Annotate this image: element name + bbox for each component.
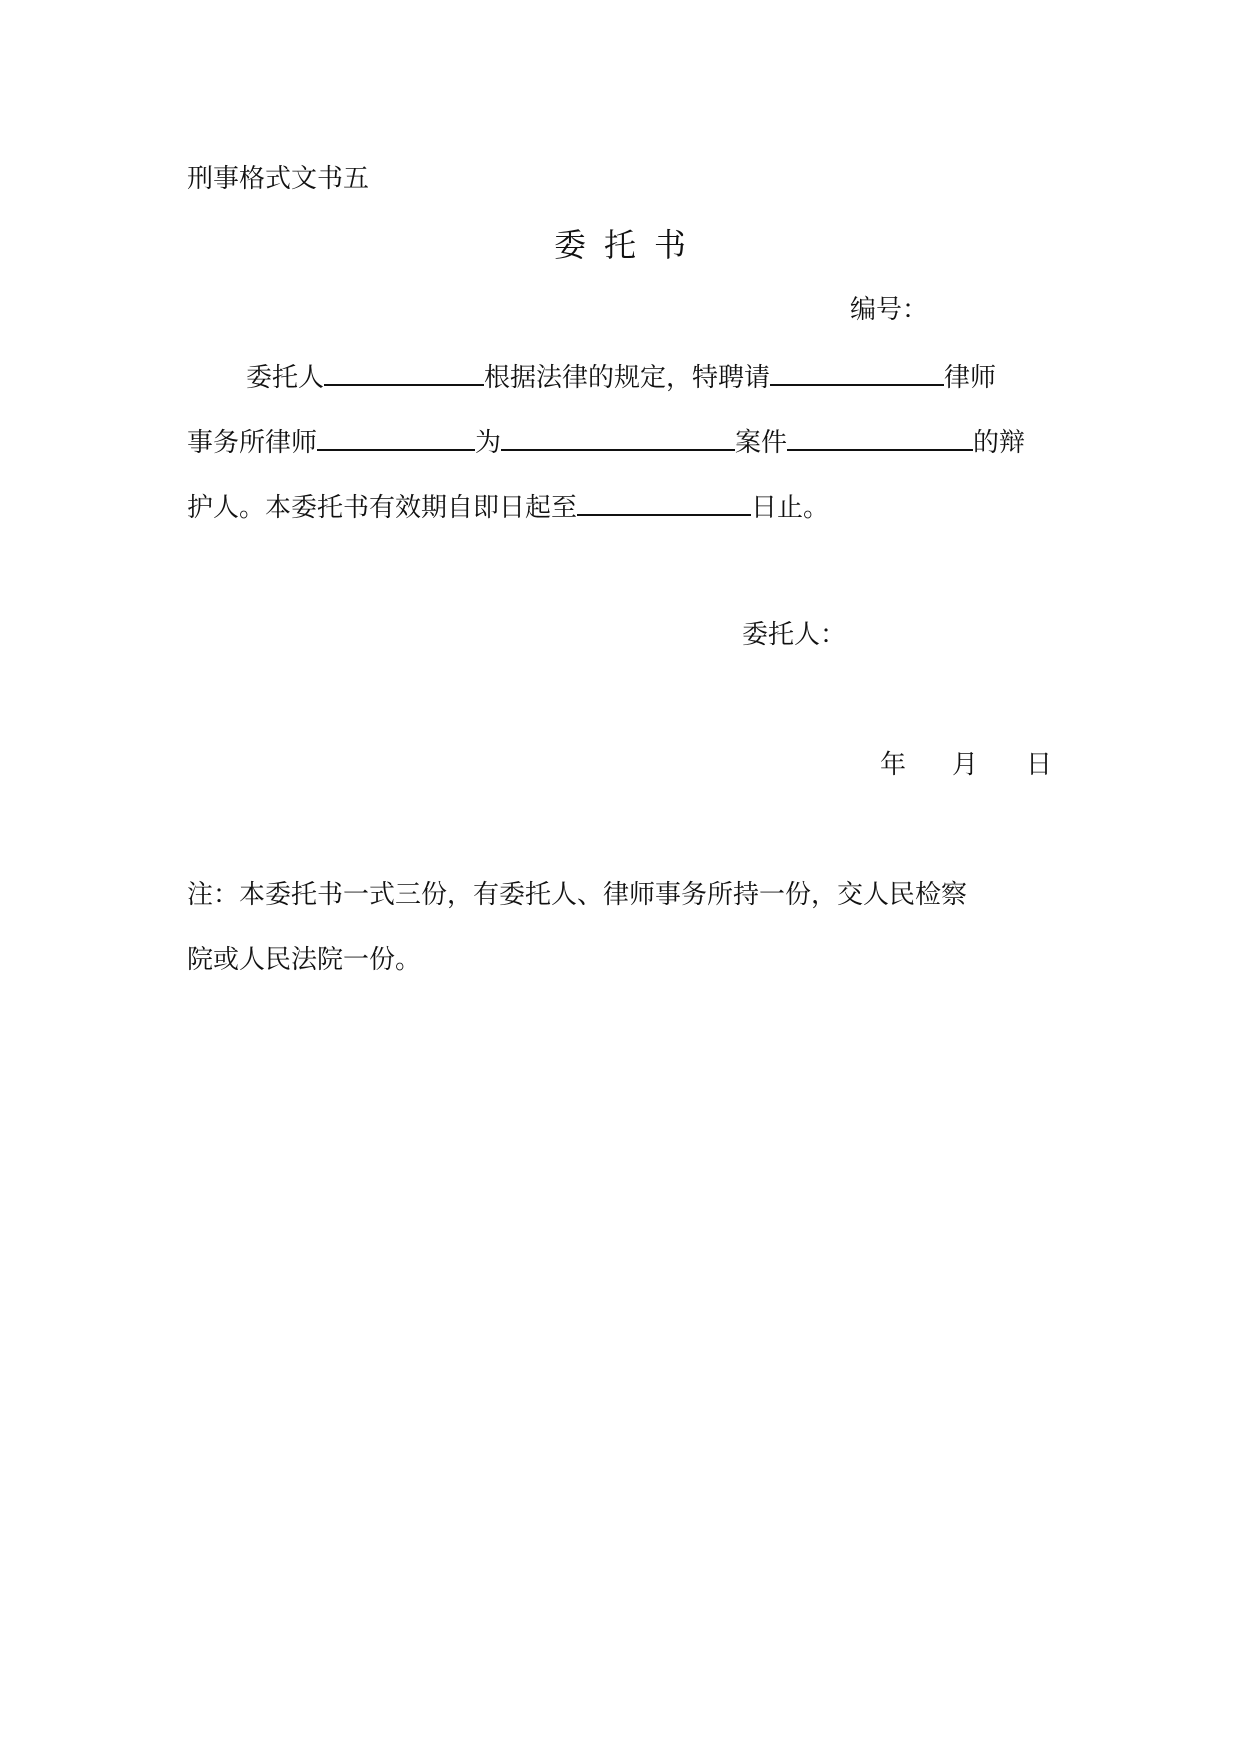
body-line-3 [187, 492, 829, 521]
month-label: 月 [952, 750, 979, 780]
document-title: 委托书 [553, 226, 704, 264]
day-label: 日 [1026, 750, 1053, 780]
client-name-blank[interactable] [324, 362, 484, 386]
lawyer-text: 律师 [944, 363, 997, 393]
end-date-blank[interactable] [577, 492, 751, 516]
for-text: 为 [475, 428, 502, 458]
party-name-blank[interactable] [501, 427, 735, 451]
document-type-label: 刑事格式文书五 [187, 164, 370, 194]
client-text: 委托人 [246, 363, 325, 393]
legal-provision-text: 根据法律的规定，特聘请 [484, 363, 771, 393]
case-text: 案件 [735, 428, 788, 458]
year-label: 年 [880, 750, 907, 780]
signature-date [880, 752, 1052, 778]
note-line-2: 院或人民法院一份。 [187, 945, 422, 975]
case-name-blank[interactable] [787, 427, 973, 451]
end-text: 日止。 [751, 493, 830, 523]
firm-lawyer-text: 事务所律师 [187, 428, 318, 458]
document-number-label: 编号： [850, 295, 929, 325]
lawyer-name-blank[interactable] [317, 427, 475, 451]
law-firm-blank[interactable] [770, 362, 944, 386]
body-line-2 [187, 427, 1025, 456]
client-signature-label: 委托人： [742, 620, 847, 650]
defense-text: 的辩 [973, 428, 1026, 458]
validity-text: 护人。本委托书有效期自即日起至 [187, 493, 578, 523]
body-line-1 [246, 362, 996, 391]
note-line-1: 注：本委托书一式三份，有委托人、律师事务所持一份，交人民检察 [187, 880, 968, 910]
